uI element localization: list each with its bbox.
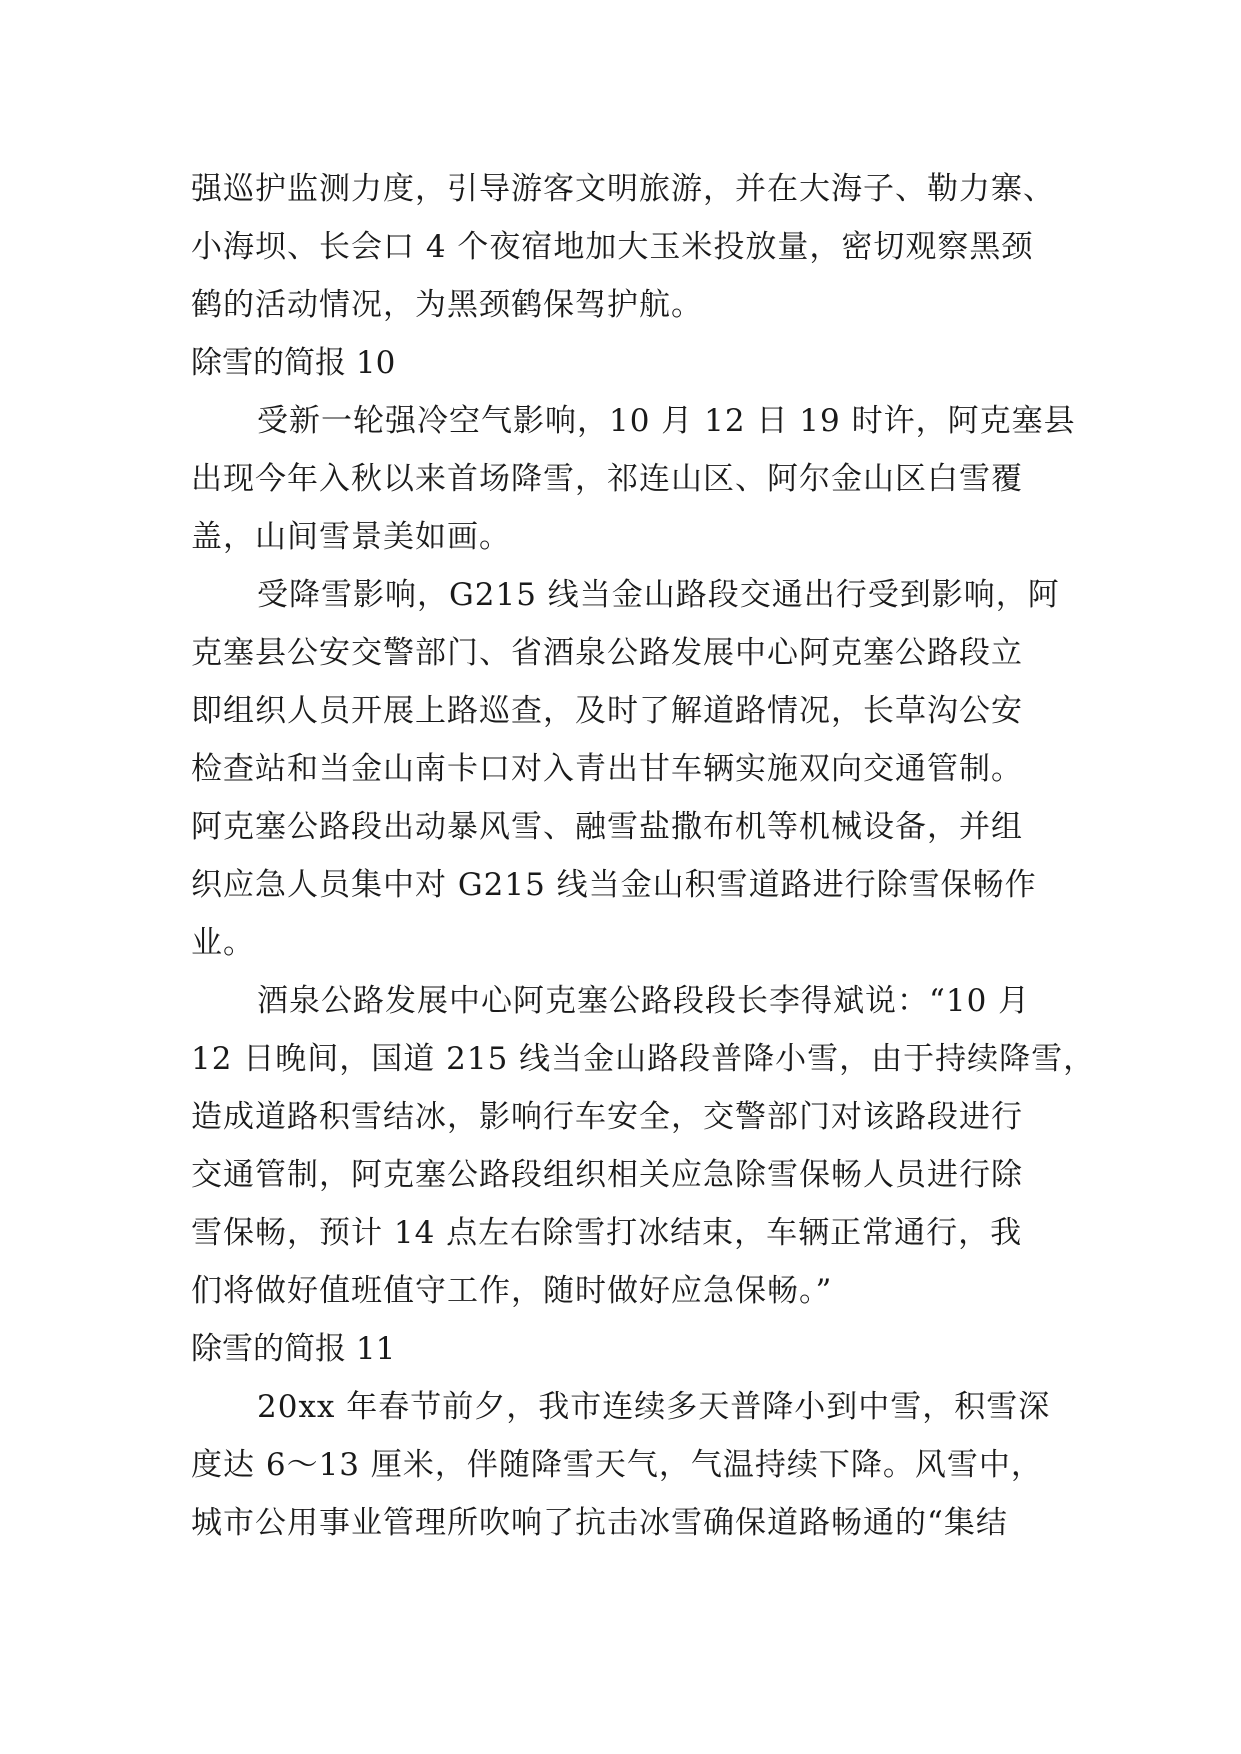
section-heading: 除雪的简报 11 xyxy=(191,1331,396,1367)
paragraph-line: 出现今年入秋以来首场降雪，祁连山区、阿尔金山区白雪覆 xyxy=(191,461,1023,497)
paragraph-line: 盖，山间雪景美如画。 xyxy=(191,519,511,555)
paragraph-line: 检查站和当金山南卡口对入青出甘车辆实施双向交通管制。 xyxy=(191,751,1023,787)
paragraph-line: 城市公用事业管理所吹响了抗击冰雪确保道路畅通的“集结 xyxy=(191,1505,1008,1541)
paragraph-line: 12 日晚间，国道 215 线当金山路段普降小雪，由于持续降雪， xyxy=(191,1041,1096,1077)
document-body xyxy=(191,160,1096,1552)
paragraph-line: 织应急人员集中对 G215 线当金山积雪道路进行除雪保畅作 xyxy=(191,867,1037,903)
paragraph-line: 度达 6～13 厘米，伴随降雪天气，气温持续下降。风雪中， xyxy=(191,1447,1043,1483)
paragraph-line: 20xx 年春节前夕，我市连续多天普降小到中雪，积雪深 xyxy=(257,1389,1051,1425)
paragraph-line: 强巡护监测力度，引导游客文明旅游，并在大海子、勒力寨、 xyxy=(191,171,1055,207)
paragraph-line: 酒泉公路发展中心阿克塞公路段段长李得斌说：“10 月 xyxy=(257,983,1031,1019)
section-heading: 除雪的简报 10 xyxy=(191,345,396,381)
paragraph-line: 业。 xyxy=(191,925,255,961)
paragraph-line: 小海坝、长会口 4 个夜宿地加大玉米投放量，密切观察黑颈 xyxy=(191,229,1034,265)
paragraph-line: 受新一轮强冷空气影响，10 月 12 日 19 时许，阿克塞县 xyxy=(257,403,1076,439)
paragraph-line: 交通管制，阿克塞公路段组织相关应急除雪保畅人员进行除 xyxy=(191,1157,1023,1193)
paragraph-line: 受降雪影响，G215 线当金山路段交通出行受到影响，阿 xyxy=(257,577,1060,613)
paragraph-line: 鹤的活动情况，为黑颈鹤保驾护航。 xyxy=(191,287,703,323)
paragraph-line: 造成道路积雪结冰，影响行车安全，交警部门对该路段进行 xyxy=(191,1099,1023,1135)
paragraph-line: 克塞县公安交警部门、省酒泉公路发展中心阿克塞公路段立 xyxy=(191,635,1023,671)
paragraph-line: 即组织人员开展上路巡查，及时了解道路情况，长草沟公安 xyxy=(191,693,1023,729)
paragraph-line: 们将做好值班值守工作，随时做好应急保畅。” xyxy=(191,1273,833,1309)
paragraph-line: 雪保畅，预计 14 点左右除雪打冰结束，车辆正常通行，我 xyxy=(191,1215,1023,1251)
paragraph-line: 阿克塞公路段出动暴风雪、融雪盐撒布机等机械设备，并组 xyxy=(191,809,1023,845)
